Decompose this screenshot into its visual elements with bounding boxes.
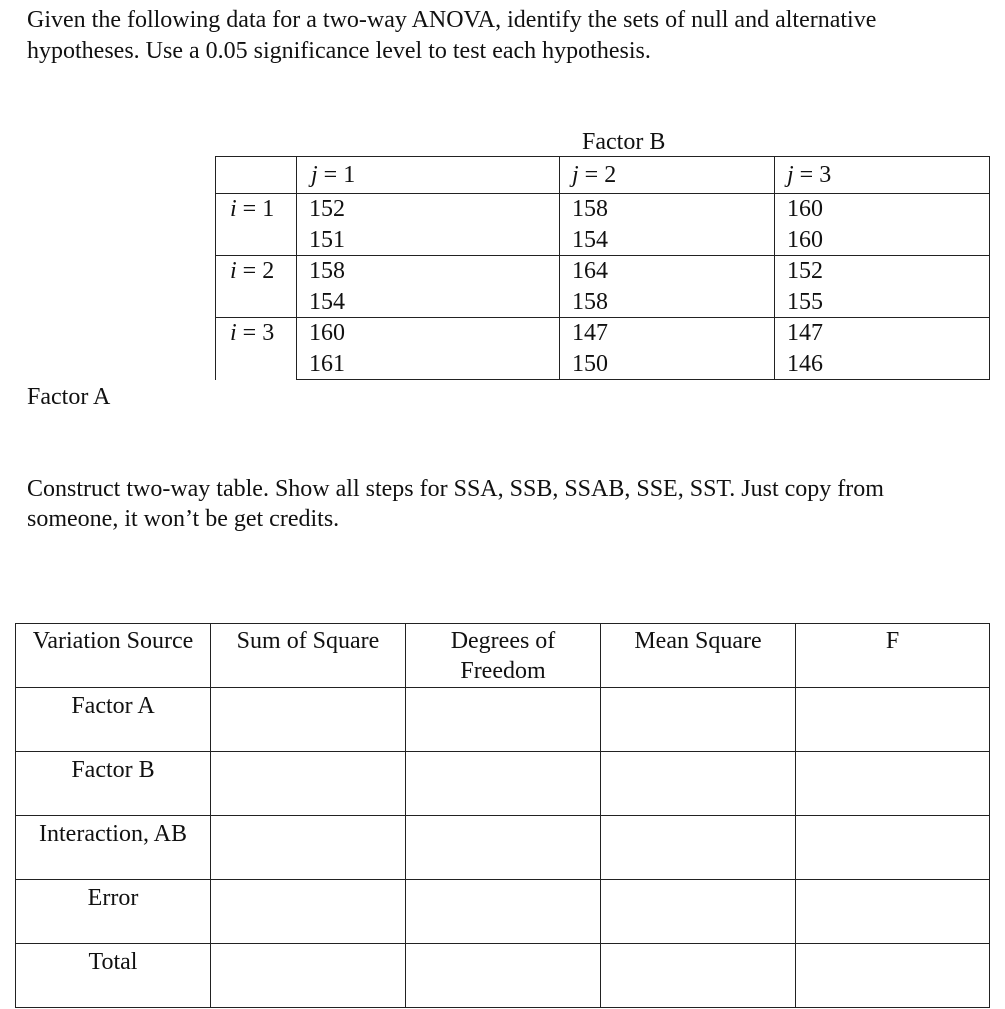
data-cell: 154 xyxy=(297,287,560,318)
table-row xyxy=(16,944,990,1008)
data-cell: 158 xyxy=(297,256,560,288)
anova-table xyxy=(15,623,990,1008)
instructions: Construct two-way table. Show all steps for SSA, SSB, SSAB, SSE, SST. Just copy from someone, it won’t be get credits. xyxy=(27,476,884,532)
sum-of-square-cell[interactable] xyxy=(211,944,406,1008)
header-j1: j = 1 xyxy=(297,157,560,194)
mean-square-cell[interactable] xyxy=(601,688,796,752)
data-cell: 152 xyxy=(297,194,560,226)
source-error: Error xyxy=(16,880,211,944)
f-cell[interactable] xyxy=(796,816,990,880)
anova-header-row xyxy=(16,624,990,688)
row-label-i3: i = 3 xyxy=(216,318,297,380)
table-row xyxy=(16,688,990,752)
sum-of-square-cell[interactable] xyxy=(211,752,406,816)
index-variable: i xyxy=(230,320,237,346)
row-label-i2: i = 2 xyxy=(216,256,297,318)
header-j3: j = 3 xyxy=(775,157,990,194)
table-row xyxy=(216,256,990,288)
index-variable: i xyxy=(230,258,237,284)
factor-b-label: Factor B xyxy=(582,129,666,155)
data-cell: 147 xyxy=(560,318,775,350)
row-label-i1: i = 1 xyxy=(216,194,297,256)
index-variable: j xyxy=(787,161,794,188)
data-cell: 151 xyxy=(297,225,560,256)
index-variable: i xyxy=(230,196,237,222)
data-cell: 154 xyxy=(560,225,775,256)
mean-square-cell[interactable] xyxy=(601,944,796,1008)
header-variation-source: Variation Source xyxy=(16,624,211,688)
degrees-of-freedom-cell[interactable] xyxy=(406,816,601,880)
header-mean-square: Mean Square xyxy=(601,624,796,688)
header-degrees-of-freedom: Degrees of Freedom xyxy=(406,624,601,688)
problem-statement: Given the following data for a two-way ANOVA, identify the sets of null and alternative hypotheses. Use a 0.05 significance level to test each hypothesis. xyxy=(27,7,877,64)
table-row xyxy=(216,225,990,256)
index-variable: j xyxy=(572,161,579,188)
sum-of-square-cell[interactable] xyxy=(211,688,406,752)
mean-square-cell[interactable] xyxy=(601,816,796,880)
f-cell[interactable] xyxy=(796,752,990,816)
f-cell[interactable] xyxy=(796,944,990,1008)
data-cell: 160 xyxy=(775,194,990,226)
degrees-of-freedom-cell[interactable] xyxy=(406,944,601,1008)
table-row xyxy=(216,287,990,318)
data-cell: 164 xyxy=(560,256,775,288)
header-sum-of-square: Sum of Square xyxy=(211,624,406,688)
index-variable: j xyxy=(311,161,318,188)
degrees-of-freedom-cell[interactable] xyxy=(406,880,601,944)
header-f: F xyxy=(796,624,990,688)
sum-of-square-cell[interactable] xyxy=(211,880,406,944)
factor-a-label: Factor A xyxy=(27,384,111,410)
data-cell: 158 xyxy=(560,287,775,318)
source-total: Total xyxy=(16,944,211,1008)
data-cell: 147 xyxy=(775,318,990,350)
data-table-header-row xyxy=(216,157,990,194)
table-row xyxy=(16,880,990,944)
data-cell: 160 xyxy=(297,318,560,350)
table-row xyxy=(216,349,990,380)
data-cell: 155 xyxy=(775,287,990,318)
sum-of-square-cell[interactable] xyxy=(211,816,406,880)
degrees-of-freedom-cell[interactable] xyxy=(406,752,601,816)
f-cell[interactable] xyxy=(796,688,990,752)
mean-square-cell[interactable] xyxy=(601,880,796,944)
data-cell: 152 xyxy=(775,256,990,288)
table-row xyxy=(216,194,990,226)
data-table xyxy=(215,156,990,380)
table-row xyxy=(16,752,990,816)
data-cell: 160 xyxy=(775,225,990,256)
data-cell: 158 xyxy=(560,194,775,226)
data-cell: 150 xyxy=(560,349,775,380)
header-j2: j = 2 xyxy=(560,157,775,194)
source-factor-a: Factor A xyxy=(16,688,211,752)
data-cell: 146 xyxy=(775,349,990,380)
mean-square-cell[interactable] xyxy=(601,752,796,816)
data-cell: 161 xyxy=(297,349,560,380)
table-row xyxy=(216,318,990,350)
degrees-of-freedom-cell[interactable] xyxy=(406,688,601,752)
table-row xyxy=(16,816,990,880)
source-interaction-ab: Interaction, AB xyxy=(16,816,211,880)
source-factor-b: Factor B xyxy=(16,752,211,816)
f-cell[interactable] xyxy=(796,880,990,944)
